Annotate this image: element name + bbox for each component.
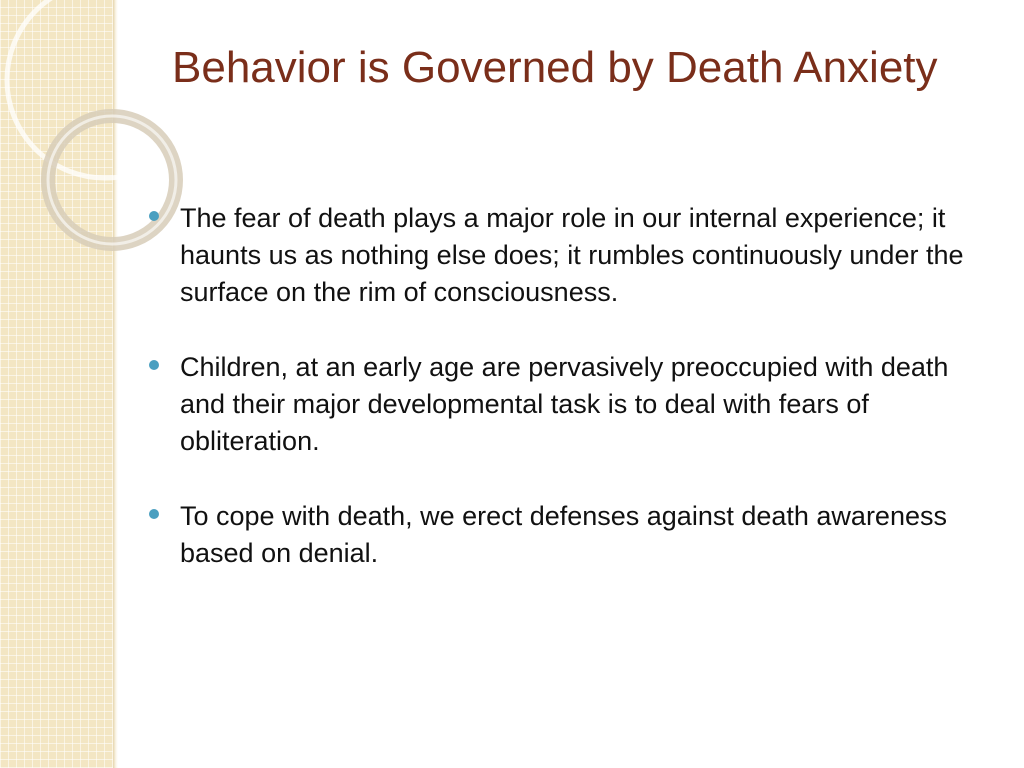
- bullet-dot-icon: [149, 509, 159, 519]
- bullet-text: To cope with death, we erect defenses against death awareness based on denial.: [180, 501, 947, 568]
- list-item: [146, 349, 966, 460]
- list-item: [146, 200, 966, 311]
- bullet-text: Children, at an early age are pervasively preoccupied with death and their major developmental task is to deal with fears of obliteration.: [180, 352, 949, 456]
- bullet-dot-icon: [149, 360, 159, 370]
- slide-title: Behavior is Governed by Death Anxiety: [172, 43, 938, 92]
- bullet-text: The fear of death plays a major role in our internal experience; it haunts us as nothing else does; it rumbles continuously under the surface on the rim of consciousness.: [180, 203, 964, 307]
- bullet-list: [146, 200, 966, 610]
- list-item: [146, 498, 966, 572]
- bullet-dot-icon: [149, 211, 159, 221]
